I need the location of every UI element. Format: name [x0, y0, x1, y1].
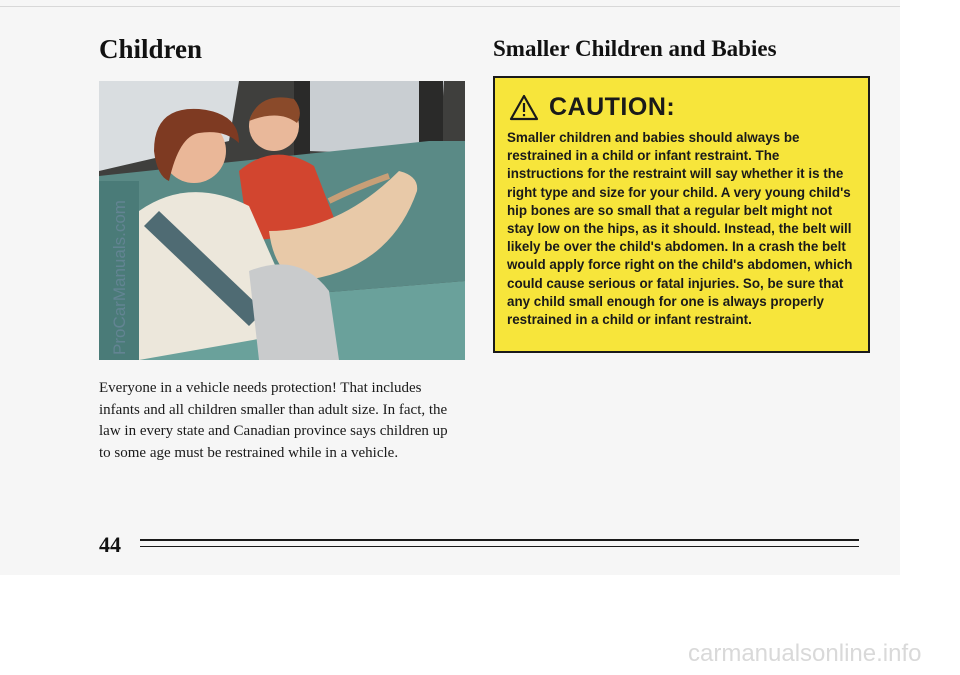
- warning-triangle-icon: [509, 94, 539, 121]
- caution-box: [493, 76, 870, 353]
- section-heading-children: Children: [99, 34, 203, 64]
- intro-paragraph: Everyone in a vehicle needs protection! That includes infants and all children smaller than adult size. In fact, the law in every state and Canadian province says children up to some age must be restrained while in a vehicle.: [99, 380, 448, 461]
- caution-title: CAUTION:: [549, 92, 676, 121]
- page-number: 44: [99, 532, 121, 557]
- caution-header: [509, 90, 675, 124]
- child-seat-illustration: [99, 81, 465, 360]
- caution-text: Smaller children and babies should always be restrained in a child or infant restraint. The instructions for the restraint will say whether it is the right type and size for your child. A very young child's hip bones are so small that a regular belt might not stay low on the hips, as it should. Instead, the belt will likely be over the child's abdomen. In a crash the belt would apply force right on the child's abdomen, which could cause serious or fatal injuries. So, be sure that any child small enough for one is always properly restrained in a child or infant restraint.: [507, 130, 853, 328]
- footer-rule: [140, 539, 859, 541]
- top-rule: [0, 6, 900, 7]
- section-heading-smaller-children: Smaller Children and Babies: [493, 36, 777, 61]
- side-watermark: ProCarManuals.com: [110, 200, 129, 355]
- footer-rule-thin: [140, 546, 859, 547]
- footer-watermark: carmanualsonline.info: [688, 640, 922, 667]
